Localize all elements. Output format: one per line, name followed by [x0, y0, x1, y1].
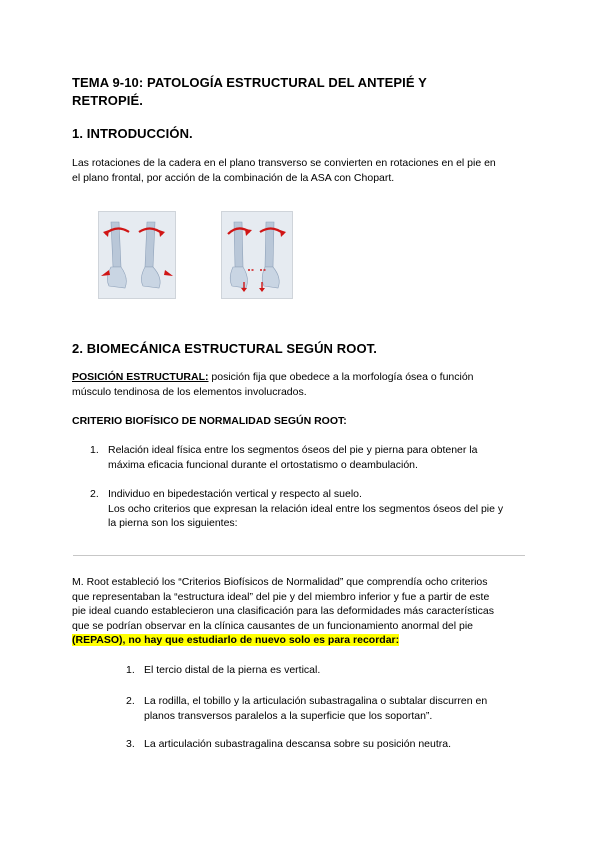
repaso-list-item-2-line2: planos transversos paralelos a la superficie que los soportan”. [144, 709, 433, 722]
repaso-list-item-3: La articulación subastragalina descansa sobre su posición neutra. [144, 738, 452, 750]
section-1-heading: 1. INTRODUCCIÓN. [72, 126, 193, 141]
repaso-paragraph [72, 575, 542, 648]
horizontal-divider [73, 555, 525, 556]
repaso-line4: que se podrían observar en la clínica causantes de un funcionamiento anormal del pie [72, 619, 474, 632]
document-title-line1: TEMA 9-10: PATOLOGÍA ESTRUCTURAL DEL ANTEPIÉ Y [72, 75, 427, 90]
posicion-estructural-text-line2: músculo tendinosa de los elementos involucrados. [72, 385, 307, 398]
repaso-line2: que representaban la “estructura ideal” del pie y del miembro inferior y fue a partir de este [72, 590, 490, 603]
criterio-list-item-2-line3: la pierna son los siguientes: [108, 517, 238, 529]
posicion-estructural-text: posición fija que obedece a la morfología ósea o función [208, 371, 474, 383]
criterio-heading: CRITERIO BIOFÍSICO DE NORMALIDAD SEGÚN ROOT: [72, 415, 347, 427]
repaso-highlight: (REPASO), no hay que estudiarlo de nuevo solo es para recordar: [72, 634, 400, 646]
criterio-list-item-1-line2: máxima eficacia funcional durante el ortostatismo o deambulación. [108, 458, 418, 471]
criterio-list-item-1 [108, 443, 538, 472]
intro-paragraph-line2: el plano frontal, por acción de la combinación de la ASA con Chopart. [72, 171, 395, 184]
criterio-list-item-2 [108, 487, 548, 531]
repaso-list-number-1: 1. [126, 664, 135, 676]
foot-illustration-left [99, 212, 175, 298]
criterio-list-item-1-line1: Relación ideal física entre los segmentos óseos del pie y pierna para obtener la [108, 444, 478, 456]
repaso-list-item-2-line1: La rodilla, el tobillo y la articulación subastragalina o subtalar discurren en [144, 695, 488, 707]
repaso-list-item-2 [144, 694, 544, 723]
repaso-line3: pie ideal cuando establecieron una clasificación para las deformidades más características [72, 605, 494, 617]
document-title-line2: RETROPIÉ. [72, 93, 143, 108]
repaso-list-number-3: 3. [126, 738, 135, 750]
criterio-list-number-1: 1. [90, 444, 99, 456]
repaso-list-item-1: El tercio distal de la pierna es vertical. [144, 664, 321, 676]
posicion-estructural-paragraph [72, 370, 532, 399]
criterio-list-item-2-line2: Los ocho criterios que expresan la relación ideal entre los segmentos óseos del pie y [108, 502, 504, 515]
foot-rotation-figure-right [221, 211, 293, 299]
repaso-list-number-2: 2. [126, 695, 135, 707]
foot-illustration-right [222, 212, 292, 298]
foot-rotation-figure-left [98, 211, 176, 299]
repaso-line1: M. Root estableció los “Criterios Biofísicos de Normalidad” que comprendía ocho criterios [72, 576, 488, 588]
section-2-heading: 2. BIOMECÁNICA ESTRUCTURAL SEGÚN ROOT. [72, 341, 377, 356]
document-title [72, 74, 427, 110]
intro-paragraph-line1: Las rotaciones de la cadera en el plano transverso se convierten en rotaciones en el pie en [72, 157, 496, 169]
intro-paragraph [72, 156, 532, 185]
criterio-list-number-2: 2. [90, 488, 99, 500]
posicion-estructural-label: POSICIÓN ESTRUCTURAL: [72, 371, 209, 383]
criterio-list-item-2-line1: Individuo en bipedestación vertical y respecto al suelo. [108, 488, 362, 500]
